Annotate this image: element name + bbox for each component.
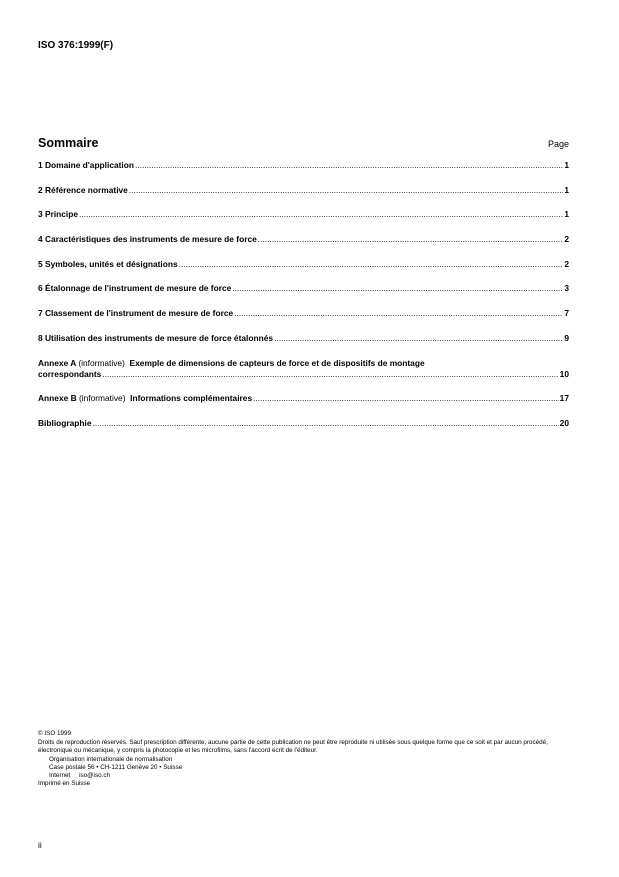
org-address: Case postale 56 • CH-1211 Genève 20 • Suisse [49, 763, 183, 771]
toc-entry-label: 3 Principe [38, 209, 79, 220]
toc-entry-page: 1 [564, 184, 569, 195]
toc-leader-dots [135, 160, 563, 171]
toc-entry-page: 9 [564, 332, 569, 343]
toc-leader-dots [232, 283, 563, 294]
toc-entry-page: 3 [564, 283, 569, 294]
toc-entry-label: 1 Domaine d'application [38, 160, 134, 170]
toc-leader-dots [258, 234, 564, 245]
toc-page-label: Page [547, 139, 569, 149]
toc-entry-annex-a[interactable] [38, 358, 569, 380]
toc-title: Sommaire [38, 136, 99, 150]
toc-leader-dots [79, 209, 563, 220]
toc-entry-label: 6 Étalonnage de l'instrument de mesure de force [38, 283, 232, 294]
rights-text: Droits de reproduction réservés. Sauf prescription différente, aucune partie de cette publication ne peut être reproduite ni utilisée sous quelque forme que ce soit et par aucun procédé, électronique ou mécanique, y compris la photocopie et les microfilms, sans l'accord écrit de l'éditeur. [38, 739, 548, 755]
toc-entry-page: 1 [564, 160, 569, 170]
bibliography-label: Bibliographie [38, 417, 92, 428]
toc-entry[interactable] [38, 185, 569, 196]
toc-entry-page: 17 [559, 393, 569, 404]
toc-entry-page: 1 [564, 209, 569, 220]
annex-a-title-cont: correspondants [38, 368, 102, 379]
toc-entry-page: 2 [564, 234, 569, 245]
annex-a-title: Exemple de dimensions de capteurs de force et de dispositifs de montage [129, 357, 425, 368]
toc-entry[interactable] [38, 259, 569, 270]
toc-entry[interactable] [38, 160, 569, 171]
toc-leader-dots [93, 418, 559, 429]
toc-entry-page: 20 [559, 417, 569, 428]
printed-in: Imprimé en Suisse [38, 780, 91, 788]
internet-value[interactable]: iso@iso.ch [79, 772, 111, 780]
annex-a-line2 [38, 369, 569, 380]
page-number: ii [38, 840, 42, 850]
annex-b-type: (informative) [78, 393, 126, 404]
org-internet [38, 772, 573, 780]
toc-entry-label: 5 Symboles, unités et désignations [38, 258, 178, 269]
toc-entry-page: 2 [564, 258, 569, 269]
toc-entry-label: 7 Classement de l'instrument de mesure de force [38, 308, 234, 319]
toc-leader-dots [102, 369, 558, 380]
table-of-contents [38, 160, 569, 443]
copyright-notice: © ISO 1999 [38, 730, 71, 737]
copyright-footer [38, 730, 573, 788]
toc-entry[interactable] [38, 333, 569, 344]
toc-leader-dots [274, 333, 563, 344]
document-id: ISO 376:1999(F) [38, 40, 114, 51]
annex-a-type: (informative) [78, 357, 125, 368]
toc-header [38, 136, 569, 150]
toc-entry-label: 8 Utilisation des instruments de mesure de force étalonnés [38, 332, 274, 343]
internet-label: Internet [49, 772, 71, 780]
toc-leader-dots [234, 308, 563, 319]
annex-a-prefix: Annexe A [38, 357, 77, 368]
annex-b-prefix: Annexe B [38, 393, 77, 404]
toc-entry-annex-b[interactable] [38, 393, 569, 404]
toc-leader-dots [253, 393, 559, 404]
annex-a-line1 [38, 358, 569, 369]
toc-entry[interactable] [38, 234, 569, 245]
org-name: Organisation internationale de normalisation [49, 755, 173, 763]
toc-entry-label: 2 Référence normative [38, 184, 128, 195]
toc-entry[interactable] [38, 209, 569, 220]
toc-entry-label: 4 Caractéristiques des instruments de mesure de force [38, 234, 257, 245]
toc-entry-bibliography[interactable] [38, 418, 569, 429]
toc-entry-page: 7 [564, 308, 569, 319]
toc-entry-page: 10 [559, 368, 569, 379]
toc-leader-dots [129, 185, 563, 196]
toc-entry[interactable] [38, 283, 569, 294]
toc-leader-dots [179, 259, 564, 270]
annex-b-title: Informations complémentaires [130, 393, 253, 404]
toc-entry[interactable] [38, 308, 569, 319]
